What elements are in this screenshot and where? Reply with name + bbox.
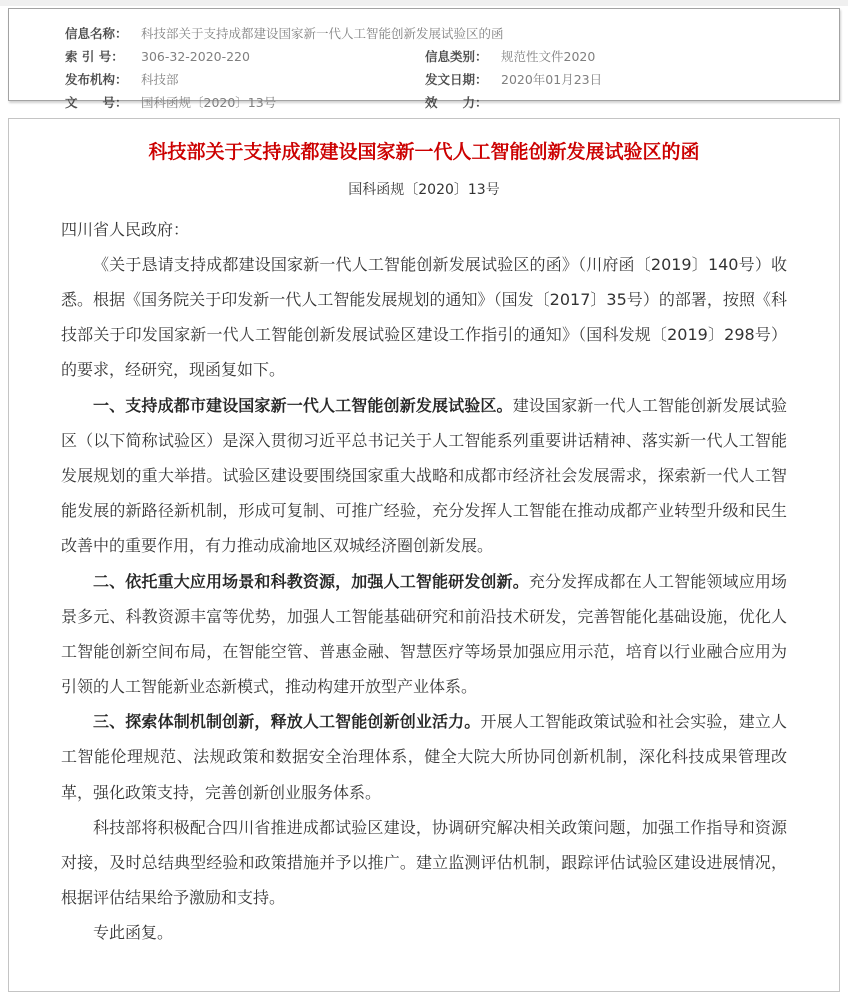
info-cell-docnum bbox=[65, 91, 425, 114]
info-value-agency: 科技部 bbox=[141, 72, 179, 87]
info-cell-agency bbox=[65, 68, 425, 91]
document-paragraph bbox=[61, 704, 787, 810]
paragraph-text: 充分发挥成都在人工智能领域应用场景多元、科教资源丰富等优势，加强人工智能基础研究和前沿技术研发，完善智能化基础设施，优化人工智能创新空间布局，在智能空管、普惠金融、智慧医疗等场景加强应用示范，培育以行业融合应用为引领的人工智能新业态新模式，推动构建开放型产业体系。 bbox=[61, 571, 787, 697]
info-cell-date bbox=[425, 68, 829, 91]
info-value-docnum: 国科函规〔2020〕13号 bbox=[141, 95, 277, 110]
document-body bbox=[61, 247, 787, 951]
document-paragraph bbox=[61, 915, 787, 950]
info-label-agency: 发布机构： bbox=[65, 72, 128, 87]
paragraph-text: 建设国家新一代人工智能创新发展试验区（以下简称试验区）是深入贯彻习近平总书记关于人工智能系列重要讲话精神、落实新一代人工智能发展规划的重大举措。试验区建设要围绕国家重大战略和成都市经济社会发展需求，探索新一代人工智能发展的新路径新机制，形成可复制、可推广经验，充分发挥人工智能在推动成都产业转型升级和民生改善中的重要作用，有力推动成渝地区双城经济圈创新发展。 bbox=[61, 395, 787, 556]
info-row-name bbox=[65, 22, 829, 45]
paragraph-lead: 一、支持成都市建设国家新一代人工智能创新发展试验区。 bbox=[93, 395, 513, 415]
info-cell-category bbox=[425, 45, 829, 68]
document-info-box bbox=[8, 8, 840, 110]
document-paragraph bbox=[61, 810, 787, 916]
document-paragraph bbox=[61, 247, 787, 388]
document-number: 国科函规〔2020〕13号 bbox=[348, 181, 500, 198]
info-label-docnum: 文 号： bbox=[65, 95, 128, 110]
document-paragraph bbox=[61, 564, 787, 705]
paragraph-text: 专此函复。 bbox=[93, 923, 174, 943]
paragraph-lead: 三、探索体制机制创新，释放人工智能创新创业活力。 bbox=[93, 712, 481, 732]
paragraph-text: 科技部将积极配合四川省推进成都试验区建设，协调研究解决相关政策问题，加强工作指导和资源对接，及时总结典型经验和政策措施并予以推广。建立监测评估机制，跟踪评估试验区建设进展情况，根据评估结果给予激励和支持。 bbox=[61, 817, 787, 908]
paragraph-lead: 二、依托重大应用场景和科教资源，加强人工智能研发创新。 bbox=[93, 571, 529, 591]
info-label-name: 信息名称： bbox=[65, 26, 128, 41]
salutation: 四川省人民政府： bbox=[61, 219, 190, 239]
info-value-category: 规范性文件2020 bbox=[501, 49, 596, 64]
info-row-agency-date bbox=[65, 68, 829, 91]
info-row-docnum-validity bbox=[65, 91, 829, 114]
paragraph-text: 《关于恳请支持成都建设国家新一代人工智能创新发展试验区的函》（川府函〔2019〕140号）收悉。根据《国务院关于印发新一代人工智能发展规划的通知》（国发〔2017〕35号）的部署，按照《科技部关于印发国家新一代人工智能创新发展试验区建设工作指引的通知》（国科发规〔2019〕298号）的要求，经研究，现函复如下。 bbox=[61, 254, 787, 380]
info-cell-validity bbox=[425, 91, 829, 114]
info-cell-index bbox=[65, 45, 425, 68]
document-title: 科技部关于支持成都建设国家新一代人工智能创新发展试验区的函 bbox=[148, 141, 700, 163]
paragraph-text: 开展人工智能政策试验和社会实验，建立人工智能伦理规范、法规政策和数据安全治理体系，健全大院大所协同创新机制，深化科技成果管理改革，强化政策支持，完善创新创业服务体系。 bbox=[61, 712, 787, 802]
info-value-date: 2020年01月23日 bbox=[501, 72, 603, 87]
info-value-name: 科技部关于支持成都建设国家新一代人工智能创新发展试验区的函 bbox=[141, 26, 504, 41]
info-row-index-category bbox=[65, 45, 829, 68]
page-top-strip bbox=[0, 0, 848, 6]
info-value-index: 306-32-2020-220 bbox=[141, 49, 250, 64]
document-panel bbox=[8, 118, 840, 992]
info-label-date: 发文日期： bbox=[425, 72, 488, 87]
document-paragraph bbox=[61, 388, 787, 564]
info-label-category: 信息类别： bbox=[425, 49, 488, 64]
info-label-index: 索 引 号： bbox=[65, 49, 124, 64]
info-label-validity: 效 力： bbox=[425, 95, 488, 110]
